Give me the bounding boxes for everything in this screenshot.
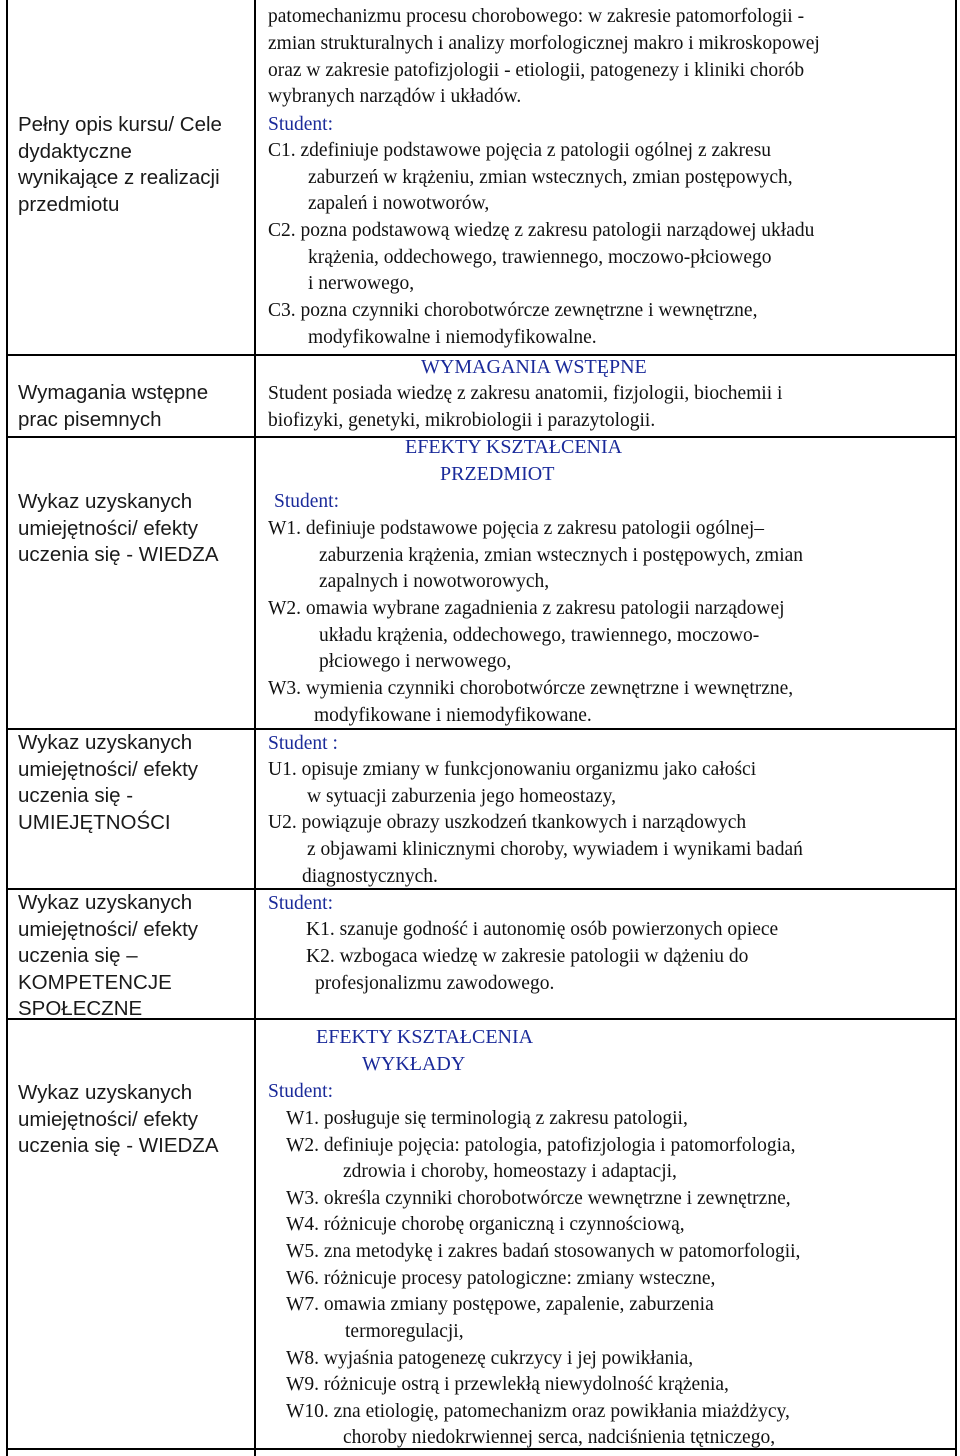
label-social-competences [18, 890, 250, 1023]
lecture-item: W3. określa czynniki chorobotwórcze wewnętrzne i zewnętrzne, [286, 1188, 791, 1209]
label-line: umiejętności/ efekty [18, 516, 199, 540]
label-knowledge-outcomes [18, 489, 250, 569]
skill-item: diagnostycznych. [302, 866, 438, 887]
skill-item: U1. opisuje zmiany w funkcjonowaniu organizmu jako całości [268, 759, 757, 780]
intro-line: wybranych narządów i układów. [268, 86, 522, 107]
label-lecture-knowledge [18, 1080, 250, 1160]
skill-item: z objawami klinicznymi choroby, wywiadem i wynikami badań [307, 839, 803, 860]
label-line: uczenia się - WIEDZA [18, 1134, 219, 1157]
student-label: Student : [268, 733, 338, 754]
knowledge-item: zapalnych i nowotworowych, [319, 571, 550, 592]
lecture-item: W2. definiuje pojęcia: patologia, patofizjologia i patomorfologia, [286, 1135, 796, 1156]
prerequisites-heading: WYMAGANIA WSTĘPNE [421, 356, 647, 378]
label-course-description [18, 112, 250, 218]
goal-item: C3. pozna czynniki chorobotwórcze zewnętrzne i wewnętrzne, [268, 300, 758, 321]
student-label: Student: [268, 114, 334, 135]
knowledge-item: W3. wymienia czynniki chorobotwórcze zewnętrzne i wewnętrzne, [268, 678, 794, 699]
lecture-item: W1. posługuje się terminologią z zakresu patologii, [286, 1108, 688, 1129]
intro-line: oraz w zakresie patofizjologii - etiologii, patogenezy i kliniki chorób [268, 60, 805, 81]
label-prerequisites [18, 380, 250, 433]
goal-item: krążenia, oddechowego, trawiennego, moczowo-płciowego [308, 247, 772, 268]
label-line: umiejętności/ efekty [18, 917, 199, 941]
competence-item: K1. szanuje godność i autonomię osób powierzonych opiece [306, 919, 779, 940]
lecture-outcomes-subheading: WYKŁADY [362, 1053, 466, 1075]
lecture-item: W5. zna metodykę i zakres badań stosowanych w patomorfologii, [286, 1241, 801, 1262]
knowledge-item: zaburzenia krążenia, zmian wstecznych i postępowych, zmian [319, 545, 804, 566]
goal-item: C1. zdefiniuje podstawowe pojęcia z patologii ogólnej z zakresu [268, 140, 772, 161]
intro-line: zmian strukturalnych i analizy morfologicznej makro i mikroskopowej [268, 33, 820, 54]
label-line: wynikające z realizacji [18, 166, 220, 189]
goal-item: zaburzeń w krążeniu, zmian wstecznych, zmian postępowych, [308, 167, 793, 188]
label-line: KOMPETENCJE [18, 970, 172, 994]
label-line: Wykaz uzyskanych [18, 731, 193, 754]
lecture-item: W8. wyjaśnia patogenezę cukrzycy i jej powikłania, [286, 1348, 694, 1369]
label-line: SPOŁECZNE [18, 997, 143, 1020]
knowledge-item: płciowego i nerwowego, [319, 651, 512, 672]
label-line: przedmiotu [18, 192, 120, 216]
label-line: Wykaz uzyskanych [18, 490, 193, 513]
student-label: Student: [274, 491, 340, 512]
label-line: uczenia się - WIEDZA [18, 543, 219, 566]
label-line: UMIEJĘTNOŚCI [18, 810, 171, 834]
lecture-item: choroby niedokrwiennej serca, nadciśnienia tętniczego, [343, 1427, 776, 1448]
label-line: dydaktyczne [18, 139, 132, 163]
label-line: uczenia się - [18, 784, 134, 807]
outcomes-heading: EFEKTY KSZTAŁCENIA [405, 436, 623, 458]
label-line: umiejętności/ efekty [18, 1107, 199, 1131]
label-line: Wykaz uzyskanych [18, 891, 193, 914]
lecture-item: W7. omawia zmiany postępowe, zapalenie, zaburzenia [286, 1294, 714, 1315]
competence-item: profesjonalizmu zawodowego. [315, 973, 555, 994]
student-label: Student: [268, 1081, 334, 1102]
label-line: Pełny opis kursu/ Cele [18, 113, 222, 136]
knowledge-item: W2. omawia wybrane zagadnienia z zakresu patologii narządowej [268, 598, 785, 619]
label-line: umiejętności/ efekty [18, 757, 199, 781]
lecture-outcomes-heading: EFEKTY KSZTAŁCENIA [316, 1026, 534, 1048]
label-skills-outcomes [18, 730, 250, 836]
label-line: Wykaz uzyskanych [18, 1081, 193, 1104]
lecture-item: W10. zna etiologię, patomechanizm oraz powikłania miażdżycy, [286, 1401, 790, 1422]
lecture-item: W6. różnicuje procesy patologiczne: zmiany wsteczne, [286, 1268, 716, 1289]
label-line: Wymagania wstępne [18, 381, 209, 404]
label-line: uczenia się – [18, 944, 138, 967]
prerequisites-text: biofizyki, genetyki, mikrobiologii i parazytologii. [268, 410, 656, 431]
skill-item: U2. powiązuje obrazy uszkodzeń tkankowych i narządowych [268, 812, 747, 833]
lecture-item: zdrowia i choroby, homeostazy i adaptacji, [343, 1161, 677, 1182]
prerequisites-text: Student posiada wiedzę z zakresu anatomii, fizjologii, biochemii i [268, 383, 783, 404]
knowledge-item: W1. definiuje podstawowe pojęcia z zakresu patologii ogólnej– [268, 518, 765, 539]
goal-item: zapaleń i nowotworów, [308, 193, 490, 214]
knowledge-item: modyfikowane i niemodyfikowane. [314, 705, 592, 726]
knowledge-item: układu krążenia, oddechowego, trawiennego, moczowo- [319, 625, 760, 646]
lecture-item: W4. różnicuje chorobę organiczną i czynnościową, [286, 1214, 685, 1235]
lecture-item: termoregulacji, [345, 1321, 464, 1342]
intro-line: patomechanizmu procesu chorobowego: w zakresie patomorfologii - [268, 6, 805, 27]
outcomes-subheading: PRZEDMIOT [440, 463, 555, 485]
goal-item: C2. pozna podstawową wiedzę z zakresu patologii narządowej układu [268, 220, 815, 241]
label-line: prac pisemnych [18, 407, 162, 431]
goal-item: modyfikowalne i niemodyfikowalne. [308, 327, 597, 348]
lecture-item: W9. różnicuje ostrą i przewlekłą niewydolność krążenia, [286, 1374, 729, 1395]
competence-item: K2. wzbogaca wiedzę w zakresie patologii w dążeniu do [306, 946, 749, 967]
student-label: Student: [268, 893, 334, 914]
goal-item: i nerwowego, [308, 273, 415, 294]
skill-item: w sytuacji zaburzenia jego homeostazy, [307, 786, 616, 807]
